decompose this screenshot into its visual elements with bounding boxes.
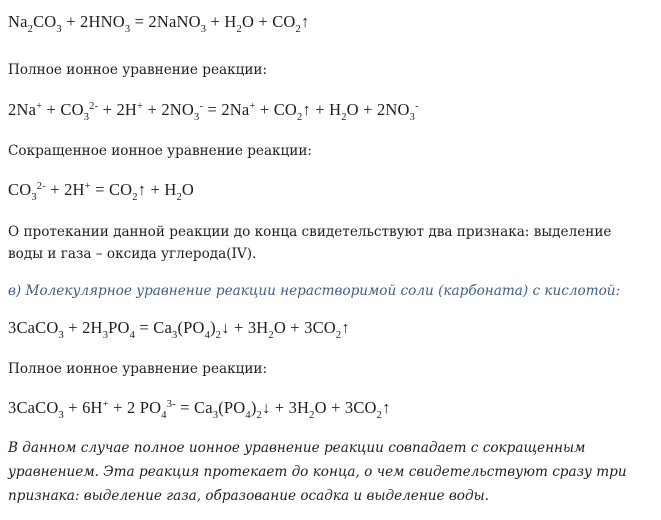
- label-full-ionic-equation-2: Полное ионное уравнение реакции:: [8, 361, 268, 377]
- label-full-ionic-equation: Полное ионное уравнение реакции:: [8, 62, 268, 78]
- section-heading-b: в) Молекулярное уравнение реакции нерастворимой соли (карбоната) с кислотой:: [8, 283, 621, 299]
- paragraph-conclusion-line-1: В данном случае полное ионное уравнение реакции совпадает с сокращенным: [8, 440, 586, 456]
- paragraph-conclusion-line-3: признака: выделение газа, образование осадка и выделение воды.: [8, 488, 489, 504]
- equation-short-ionic-1: $CO_3^{2-} + 2H^+$ = $CO_2↑ + H_2O$: [8, 180, 195, 203]
- equation-molecular-na2co3-hno3: $Na_2CO_3 + 2HNO_3$ = 2NaNO$_3$ + $H_2O$ + $CO_2↑$: [8, 12, 310, 35]
- paragraph-reaction-signs-line-1: О протекании данной реакции до конца свидетельствуют два признака: выделение: [8, 224, 612, 240]
- equation-molecular-caco3-h3po4: 3CaCO$_3$ + $2H_3PO_4$ = $Ca_3(PO_4)_2↓ + 3H_2O$ + $3CO_2↑$: [8, 318, 350, 341]
- paragraph-conclusion-line-2: уравнением. Эта реакция протекает до конца, о чем свидетельствуют сразу три: [8, 464, 627, 480]
- equation-full-ionic-1: $2Na^+ + CO_3^{2-} + 2H^+ + 2NO_3^- = 2Na^+$ + $CO_2↑ + H_2O + 2NO_3^-$: [8, 100, 419, 123]
- label-short-ionic-equation: Сокращенное ионное уравнение реакции:: [8, 143, 312, 159]
- paragraph-reaction-signs-line-2: воды и газа – оксида углерода(IV).: [8, 246, 257, 262]
- equation-full-ionic-2: 3CaCO$_3$ + 6H+ + 2 $PO_4^{3-}$ = $Ca_3(PO_4)_2↓ + 3H_2O$ + $3CO_2↑$: [8, 398, 391, 421]
